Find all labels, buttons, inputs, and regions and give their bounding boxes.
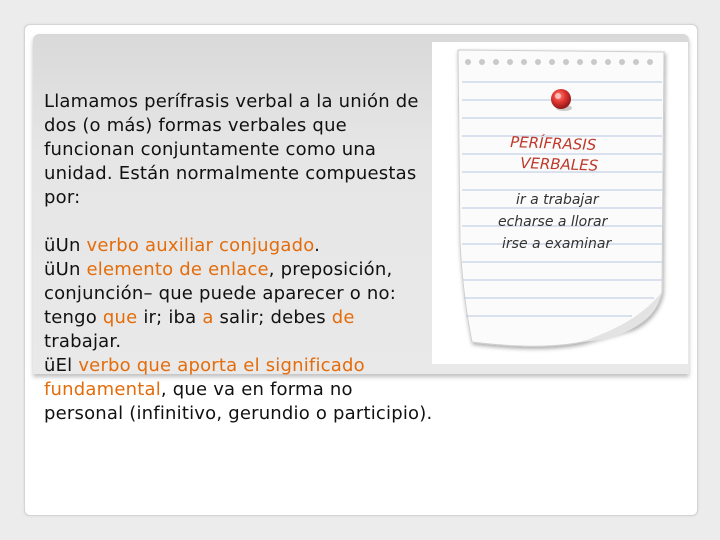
notepad-illustration [432,42,688,364]
intro-paragraph: Llamamos perífrasis verbal a la unión de dos (o más) formas verbales que funcionan conjuntamente como una unidad. Están normalmente compuestas por: [44,91,419,208]
note-example: echarse a llorar [498,214,608,230]
item-accent: que [102,307,138,328]
item-accent: a [202,307,214,328]
check-icon: ü [44,259,56,280]
item-text: , que va en forma no personal (infinitivo, gerundio o participio). [44,379,433,424]
item-text: Un [55,235,87,256]
note-example: irse a examinar [502,236,612,252]
list-item [44,258,436,354]
item-text: salir; debes [213,307,332,328]
item-accent: de [331,307,355,328]
list-item [44,234,436,258]
item-accent: verbo que aporta el significado fundamental [44,355,365,400]
item-text: . [314,235,321,256]
note-example: ir a trabajar [516,192,599,208]
note-title-line2: VERBALES [519,154,599,175]
check-icon: ü [44,235,56,256]
item-accent: elemento de enlace [86,259,269,280]
note-title-line1: PERÍFRASIS [509,133,597,155]
item-accent: verbo auxiliar conjugado [86,235,315,256]
list-item [44,354,436,426]
item-text: Un [55,259,87,280]
item-text: trabajar. [44,331,122,352]
item-text: El [55,355,79,376]
slide-body [44,90,436,426]
item-text: , preposición, conjunción– que puede aparecer o no: tengo [44,259,397,328]
item-text: ir; iba [137,307,203,328]
note-image [432,42,688,364]
check-icon: ü [44,355,56,376]
